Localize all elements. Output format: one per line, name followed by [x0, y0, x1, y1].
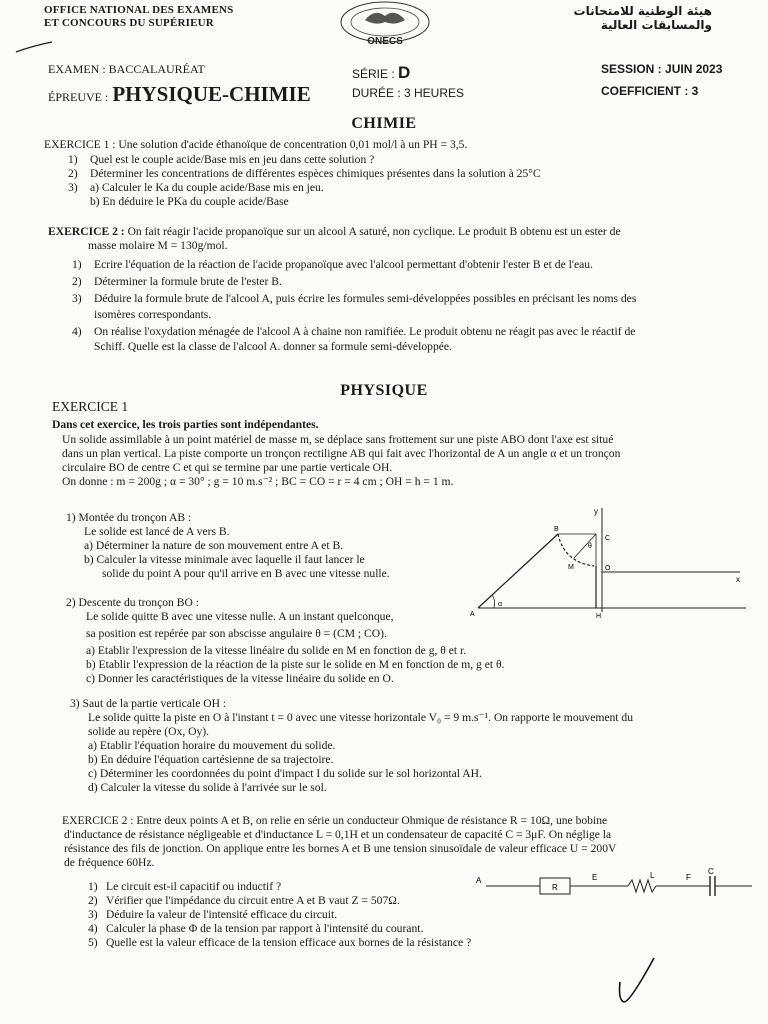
part-line: Le solide quitte B avec une vitesse nulle. A un instant quelconque,	[86, 610, 394, 623]
chimie-title: CHIMIE	[351, 115, 417, 132]
statement-line: résistance des fils de jonction. On applique entre les bornes A et B une tension sinusoïdale de valeur efficace U = 200V	[64, 842, 617, 855]
duree: DURÉE : 3 HEURES	[352, 86, 465, 100]
radius-cm	[574, 534, 596, 558]
chimie-ex2-heading: EXERCICE 2 :	[48, 225, 125, 238]
coil-icon	[628, 880, 656, 892]
list-item: 2) Déterminer la formule brute de l'ester B.	[72, 275, 282, 289]
serie-label: SÉRIE :	[352, 67, 395, 81]
part-line: sa position est repérée par son abscisse angulaire θ = (CM ; CO).	[86, 627, 387, 640]
chimie-ex1-statement	[44, 138, 467, 152]
org-name-ar	[574, 4, 712, 32]
part-line: Le solide quitte la piste en O à l'instant t = 0 avec une vitesse horizontale V₀ = 9 m.s⁻¹. On rapporte le mouvement du	[88, 711, 634, 724]
chimie-ex2-statement	[48, 225, 621, 253]
part-line: a) Etablir l'expression de la vitesse linéaire du solide en M en fonction de g, θ et r.	[86, 644, 467, 657]
part-title: 3) Saut de la partie verticale OH :	[70, 697, 227, 710]
part-line: d) Calculer la vitesse du solide à l'arrivée sur le sol.	[88, 781, 327, 794]
figure-label: α	[498, 601, 503, 608]
physique-ex1-heading: EXERCICE 1	[52, 399, 129, 414]
statement-line: de fréquence 60Hz.	[64, 856, 155, 869]
chimie-ex1-items	[68, 153, 541, 209]
figure-label: H	[596, 613, 602, 620]
part-line: c) Donner les caractéristiques de la vitesse linéaire du solide en O.	[86, 672, 394, 685]
list-item: 1) Le circuit est-il capacitif ou inductif ?	[88, 880, 282, 893]
list-item: 3) Déduire la formule brute de l'alcool A, puis écrire les formules semi-développées possibles en précisant les noms des	[72, 292, 637, 306]
angle-arc	[492, 595, 495, 608]
figure-label: A	[470, 611, 475, 618]
session: SESSION : JUIN 2023	[601, 62, 723, 76]
chimie-ex1-heading: EXERCICE 1 :	[44, 138, 116, 151]
figure-label: B	[554, 526, 559, 533]
list-item: 1) Ecrire l'équation de la réaction de l'acide propanoïque avec l'alcool permettant d'obtenir l'ester B et de l'eau.	[72, 258, 593, 271]
intro-line: Un solide assimilable à un point matériel de masse m, se déplace sans frottement sur une piste ABO dont l'axe est situé	[62, 433, 614, 446]
physique-ex1-intro	[62, 433, 620, 489]
part-line: solide du point A pour qu'il arrive en B avec une vitesse nulle.	[102, 567, 390, 580]
given-data: On donne : m = 200g ; α = 30° ; g = 10 m.s⁻² ; BC = CO = r = 4 cm ; OH = h = 1 m.	[62, 475, 454, 488]
figure-label: C	[605, 535, 611, 542]
circuit-label: L	[650, 871, 655, 880]
org-name-fr	[44, 4, 233, 30]
circuit-label: E	[592, 873, 598, 882]
part-line: a) Etablir l'équation horaire du mouvement du solide.	[88, 739, 336, 752]
figure-label: x	[736, 575, 740, 584]
chimie-ex2-text2: masse molaire M = 130g/mol.	[88, 239, 228, 252]
part-line: Le solide est lancé de A vers B.	[84, 525, 230, 538]
physique-title: PHYSIQUE	[340, 382, 428, 399]
physique-ex2-statement	[62, 814, 616, 870]
list-item: 2) Vérifier que l'impédance du circuit entre A et B vaut Z = 507Ω.	[88, 894, 400, 907]
figure-label: M	[568, 564, 574, 571]
list-item: 4) On réalise l'oxydation ménagée de l'alcool A à chaine non ramifiée. Le produit obtenu ne réagit pas avec le réactif de	[72, 324, 636, 338]
part-line: a) Déterminer la nature de son mouvement entre A et B.	[84, 539, 344, 552]
org-name-ar-line2: والمسابقات العالية	[600, 18, 712, 32]
list-item: isomères correspondants.	[94, 307, 212, 321]
org-name-ar-line1: هيئة الوطنية للامتحانات	[573, 4, 712, 18]
part-line: b) Etablir l'expression de la réaction de la piste sur le solide en M en fonction de m, g et θ.	[86, 658, 505, 671]
checkmark-icon	[610, 952, 660, 1012]
part-title: 1) Montée du tronçon AB :	[66, 511, 192, 524]
circuit-label: C	[708, 868, 714, 876]
arc-bo	[558, 534, 594, 566]
statement-line: d'inductance de résistance négligeable et d'inductance L = 0,1H et un condensateur de capacité C = 3μF. On néglige la	[64, 828, 612, 841]
list-item: b) En déduire le PKa du couple acide/Base	[90, 195, 289, 208]
epreuve-label: ÉPREUVE :	[48, 90, 109, 104]
org-name-fr-line1: OFFICE NATIONAL DES EXAMENS	[44, 4, 234, 16]
circuit-label: A	[476, 876, 482, 885]
figure-label: y	[594, 507, 598, 516]
incline-ab	[478, 534, 558, 608]
serie-value: D	[398, 63, 411, 82]
epreuve-value: PHYSIQUE-CHIMIE	[112, 82, 311, 106]
list-item: 3) Déduire la valeur de l'intensité efficace du circuit.	[88, 908, 338, 921]
chimie-ex1-text: Une solution d'acide éthanoïque de concentration 0,01 mol/l à un PH = 3,5.	[118, 138, 468, 151]
figure-label: θ	[588, 543, 592, 550]
intro-line: circulaire BO de centre C et qui se termine par une partie verticale OH.	[62, 461, 393, 474]
epreuve	[48, 82, 311, 107]
part-line: solide au repère (Ox, Oy).	[88, 725, 210, 738]
physique-ex1-part2	[66, 596, 504, 686]
part-line: c) Déterminer les coordonnées du point d'impact I du solide sur le sol horizontal AH.	[88, 767, 482, 780]
seal-icon	[335, 0, 435, 48]
chimie-ex2-items	[72, 257, 636, 354]
part-title: 2) Descente du tronçon BO :	[66, 596, 199, 609]
part-line: b) En déduire l'équation cartésienne de sa trajectoire.	[88, 753, 334, 766]
physique-ex2-heading: EXERCICE 2 :	[62, 814, 134, 827]
pen-mark-icon	[14, 40, 54, 56]
physique-ex2-items	[88, 880, 471, 950]
list-item: 2) Déterminer les concentrations de différentes espèces chimiques présentes dans la solution à 25°C	[68, 167, 541, 180]
circuit-label: R	[552, 883, 558, 892]
part-line: b) Calculer la vitesse minimale avec laquelle il faut lancer le	[84, 553, 365, 566]
coefficient: COEFFICIENT : 3	[601, 84, 699, 98]
circuit-label: F	[686, 873, 691, 882]
figure-label: O	[605, 565, 611, 572]
examen-label: EXAMEN : BACCALAURÉAT	[48, 62, 205, 76]
list-item: 1) Quel est le couple acide/Base mis en jeu dans cette solution ?	[68, 153, 375, 166]
org-name-fr-line2: ET CONCOURS DU SUPÉRIEUR	[44, 17, 214, 29]
chimie-ex2-text: On fait réagir l'acide propanoïque sur un alcool A saturé, non cyclique. Le produit B obtenu est un ester de	[127, 225, 621, 238]
serie	[352, 63, 410, 83]
physique-ex1-part3	[70, 697, 633, 795]
list-item: 4) Calculer la phase Φ de la tension par rapport à l'intensité du courant.	[88, 922, 424, 935]
circuit-figure	[474, 868, 754, 906]
list-item: Schiff. Quelle est la classe de l'alcool A. donner sa formule semi-développée.	[94, 340, 452, 354]
statement-line: Entre deux points A et B, on relie en série un conducteur Ohmique de résistance R = 10Ω, une bobine	[136, 814, 608, 827]
physique-ex1-intro-bold: Dans cet exercice, les trois parties sont indépendantes.	[52, 418, 319, 431]
intro-line: dans un plan vertical. La piste comporte un tronçon rectiligne AB qui fait avec l'horizontal de A un angle α et un tronçon	[62, 447, 621, 460]
track-figure	[466, 504, 750, 620]
list-item: 3) a) Calculer le Ka du couple acide/Base mis en jeu.	[68, 181, 324, 194]
list-item: 5) Quelle est la valeur efficace de la tension efficace aux bornes de la résistance ?	[88, 936, 472, 949]
logo-text: ONECS	[367, 36, 403, 47]
physique-ex1-part1	[66, 511, 390, 581]
onecs-logo	[335, 0, 435, 53]
